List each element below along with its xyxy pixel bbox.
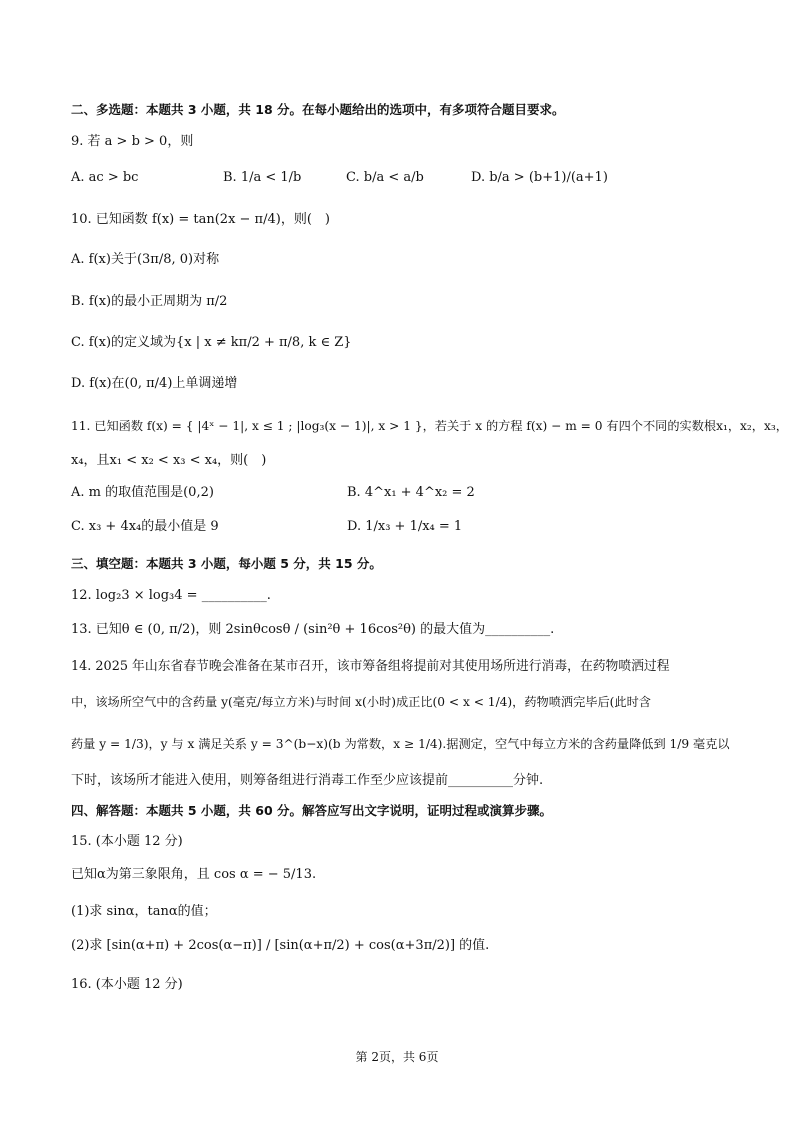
question-14-line-2: 中，该场所空气中的含药量 y(毫克/每立方米)与时间 x(小时)成正比(0 < x < 1/4)，药物喷洒完毕后(此时含 bbox=[71, 695, 651, 709]
question-11-option-a: A. m 的取值范围是(0,2) bbox=[71, 485, 214, 500]
question-10-option-d: D. f(x)在(0, π/4)上单调递增 bbox=[71, 376, 238, 391]
question-9-option-a: A. ac > bc bbox=[71, 170, 139, 185]
question-11-option-c: C. x₃ + 4x₄的最小值是 9 bbox=[71, 519, 219, 534]
question-13-text: 13. 已知θ ∈ (0, π/2)，则 2sinθcosθ / (sin²θ + 16cos²θ) 的最大值为__________. bbox=[71, 622, 555, 637]
question-10-stem: 10. 已知函数 f(x) = tan(2x − π/4)，则( ) bbox=[71, 212, 330, 227]
question-11-option-b: B. 4^x₁ + 4^x₂ = 2 bbox=[347, 485, 475, 500]
question-9-option-c: C. b/a < a/b bbox=[346, 170, 424, 185]
question-14-line-3: 药量 y = 1/3)，y 与 x 满足关系 y = 3^(b−x)(b 为常数，x ≥ 1/4).据测定，空气中每立方米的含药量降低到 1/9 毫克以 bbox=[71, 737, 730, 751]
section-heading-fill-in: 三、填空题：本题共 3 小题，每小题 5 分，共 15 分。 bbox=[71, 556, 382, 571]
question-9-option-b: B. 1/a < 1/b bbox=[223, 170, 302, 185]
question-12-text: 12. log₂3 × log₃4 = __________. bbox=[71, 588, 271, 603]
section-heading-multiple-choice: 二、多选题：本题共 3 小题，共 18 分。在每小题给出的选项中，有多项符合题目要求。 bbox=[71, 102, 565, 117]
question-14-line-4: 下时，该场所才能进入使用，则筹备组进行消毒工作至少应该提前__________分钟. bbox=[71, 773, 544, 788]
question-10-option-c: C. f(x)的定义域为{x | x ≠ kπ/2 + π/8, k ∈ Z} bbox=[71, 335, 352, 350]
question-16-title: 16. (本小题 12 分) bbox=[71, 977, 183, 992]
question-15-title: 15. (本小题 12 分) bbox=[71, 834, 183, 849]
page-footer: 第 2页，共 6页 bbox=[355, 1050, 439, 1064]
question-11-stem-line-2: x₄，且x₁ < x₂ < x₃ < x₄，则( ) bbox=[71, 453, 267, 468]
question-15-part-2: (2)求 [sin(α+π) + 2cos(α−π)] / [sin(α+π/2) + cos(α+3π/2)] 的值. bbox=[71, 938, 490, 953]
question-9-option-d: D. b/a > (b+1)/(a+1) bbox=[471, 170, 608, 185]
question-15-part-1: (1)求 sinα，tanα的值； bbox=[71, 904, 217, 919]
question-14-line-1: 14. 2025 年山东省春节晚会准备在某市召开，该市筹备组将提前对其使用场所进行消毒，在药物喷洒过程 bbox=[71, 659, 670, 674]
question-15-given: 已知α为第三象限角，且 cos α = − 5/13. bbox=[71, 867, 317, 882]
question-11-option-d: D. 1/x₃ + 1/x₄ = 1 bbox=[347, 519, 463, 534]
question-10-option-b: B. f(x)的最小正周期为 π/2 bbox=[71, 294, 228, 309]
question-10-option-a: A. f(x)关于(3π/8, 0)对称 bbox=[71, 252, 220, 267]
question-9-stem: 9. 若 a > b > 0，则 bbox=[71, 134, 194, 149]
section-heading-answer: 四、解答题：本题共 5 小题，共 60 分。解答应写出文字说明，证明过程或演算步骤。 bbox=[71, 803, 553, 818]
question-11-stem-line-1: 11. 已知函数 f(x) = { |4ˣ − 1|, x ≤ 1 ; |log₃(x − 1)|, x > 1 }，若关于 x 的方程 f(x) − m = 0 有四个不同的实数根x₁，x₂，x₃， bbox=[71, 419, 788, 433]
